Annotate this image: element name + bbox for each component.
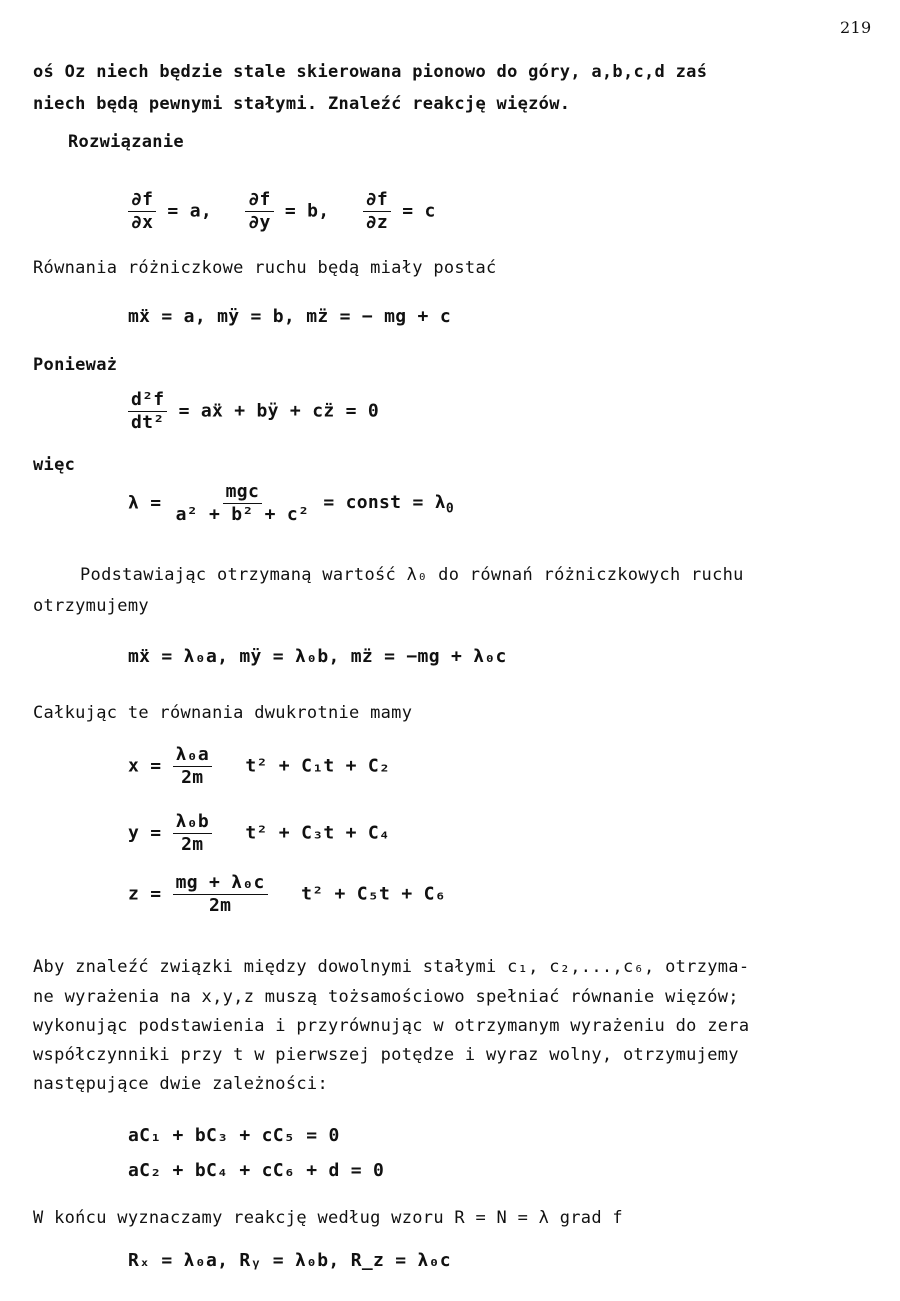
- equation-second-derivative: $\frac{\text{d²f}}{\text{dt²}}$ = aẍ + bÿ + cz̈ = 0: [128, 390, 379, 433]
- equation-x: x = $\frac{\text{λ₀a}}{2m}$ t² + C₁t + C₂: [128, 744, 391, 788]
- solution-heading: Rozwiązanie: [68, 132, 184, 152]
- equation-motion: mẍ = a, mÿ = b, mz̈ = − mg + c: [128, 306, 451, 327]
- page-number: 219: [840, 18, 872, 37]
- since-label: Ponieważ: [33, 355, 118, 375]
- relation-2: aC₂ + bC₄ + cC₆ + d = 0: [128, 1160, 385, 1181]
- equation-motion-lambda: mẍ = λ₀a, mÿ = λ₀b, mz̈ = −mg + λ₀c: [128, 646, 507, 667]
- relation-1: aC₁ + bC₃ + cC₅ = 0: [128, 1125, 340, 1146]
- equation-z: z = $\frac{\text{mg + λ₀c}}{2m}$ t² + C₅t + C₆: [128, 872, 446, 916]
- paragraph-line-2: ne wyrażenia na x,y,z muszą tożsamościowo spełniać równanie więzów;: [33, 987, 739, 1007]
- paragraph-line-3: wykonując podstawienia i przyrównując w otrzymanym wyrażeniu do zera: [33, 1016, 750, 1036]
- paragraph-line-1: Aby znaleźć związki między dowolnymi stałymi c₁, c₂,...,c₆, otrzyma-: [33, 957, 750, 977]
- integrate-label: Całkując te równania dwukrotnie mamy: [33, 703, 413, 723]
- subst-line-2: otrzymujemy: [33, 596, 149, 616]
- intro-line-2: niech będą pewnymi stałymi. Znaleźć reakcję więzów.: [33, 94, 571, 114]
- paragraph-line-5: następujące dwie zależności:: [33, 1074, 328, 1094]
- subst-line-1: Podstawiając otrzymaną wartość λ₀ do równań różniczkowych ruchu: [80, 565, 744, 585]
- final-line: W końcu wyznaczamy reakcję według wzoru R = N = λ grad f: [33, 1208, 623, 1228]
- equation-lambda: λ = $\frac{\text{mgc}}{\text{a² + b² + c²}}$ = const = $\lambda_0$: [128, 481, 455, 525]
- equation-y: y = $\frac{\text{λ₀b}}{2m}$ t² + C₃t + C₄: [128, 811, 391, 855]
- equation-reaction: Rₓ = λ₀a, Rᵧ = λ₀b, R_z = λ₀c: [128, 1250, 451, 1271]
- intro-line-1: oś Oz niech będzie stale skierowana pionowo do góry, a,b,c,d zaś: [33, 62, 708, 82]
- equation-partials: $\frac{\partial f}{\partial x}$ = a, $\frac{\partial f}{\partial y}$ = b, $\frac{\partial f}{\partial z}$ = c: [128, 190, 436, 233]
- paragraph-line-4: współczynniki przy t w pierwszej potędze i wyraz wolny, otrzymujemy: [33, 1045, 739, 1065]
- diff-eq-intro: Równania różniczkowe ruchu będą miały postać: [33, 258, 497, 278]
- hence-label: więc: [33, 455, 76, 475]
